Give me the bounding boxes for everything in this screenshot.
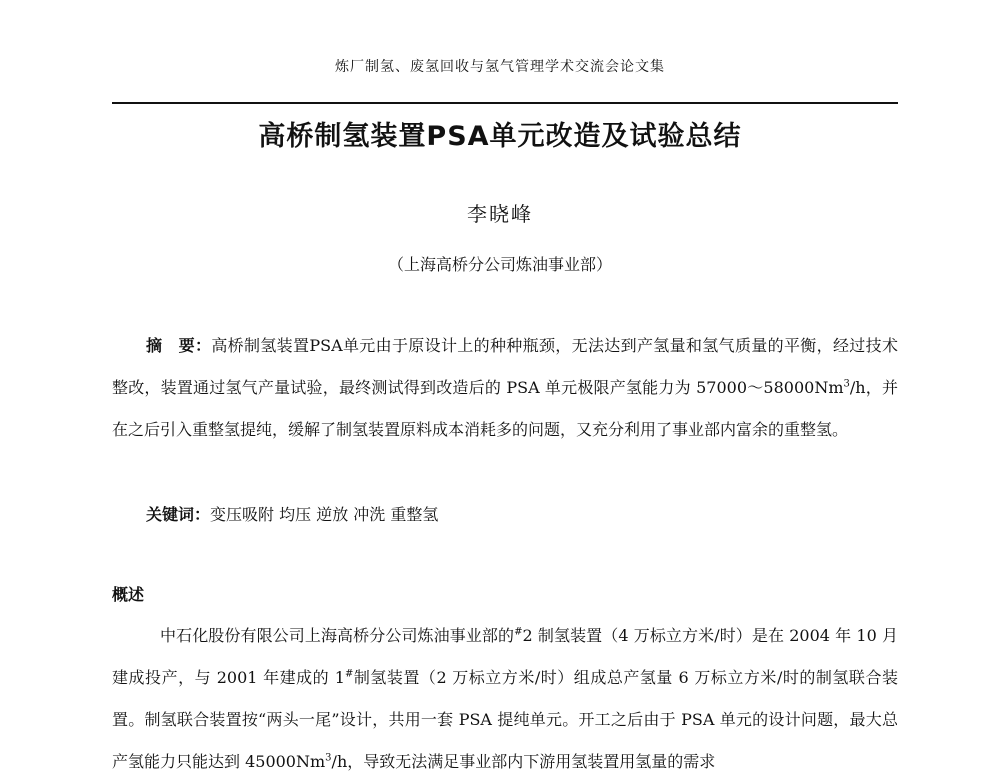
abstract-label: 摘 要： bbox=[146, 336, 212, 355]
keywords bbox=[112, 494, 898, 536]
body-superscript-1: # bbox=[514, 626, 523, 638]
body-text-4: /h，导致无法满足事业部内下游用氢装置用氢量的需求 bbox=[331, 752, 716, 771]
section-heading: 概述 bbox=[112, 585, 145, 604]
paper-title: 高桥制氢装置PSA单元改造及试验总结 bbox=[258, 121, 742, 152]
author-name: 李晓峰 bbox=[467, 202, 533, 226]
body-superscript-2: # bbox=[344, 668, 354, 680]
abstract-superscript: 3 bbox=[843, 378, 850, 390]
keywords-text: 变压吸附 均压 逆放 冲洗 重整氢 bbox=[210, 505, 439, 524]
body-text-2: 2 制氢装置（4 万标立方米/时）是在 2004 年 10 月建成投产，与 2001 年建成的 1 bbox=[112, 626, 898, 687]
author-affiliation: （上海高桥分公司炼油事业部） bbox=[387, 255, 612, 274]
abstract-text-b: /h，并在之后引入重整氢提纯，缓解了制氢装置原料成本消耗多的问题，又充分利用了事业部内富余的重整氢。 bbox=[112, 378, 898, 439]
abstract bbox=[112, 325, 898, 451]
keywords-label: 关键词： bbox=[146, 505, 211, 524]
body-text-3: 制氢装置（2 万标立方米/时）组成总产氢量 6 万标立方米/时的制氢联合装置。制氢联合装置按“两头一尾”设计，共用一套 PSA 提纯单元。开工之后由于 PSA 单元的设计问题，最大总产氢能力只能达到 45000Nm bbox=[112, 668, 898, 771]
body-paragraph bbox=[112, 615, 898, 771]
abstract-text-a: 高桥制氢装置PSA单元由于原设计上的种种瓶颈，无法达到产氢量和氢气质量的平衡，经过技术整改，装置通过氢气产量试验，最终测试得到改造后的 PSA 单元极限产氢能力为 57000～58000Nm bbox=[112, 336, 898, 397]
body-text-1: 中石化股份有限公司上海高桥分公司炼油事业部的 bbox=[160, 626, 515, 645]
header-rule bbox=[112, 102, 898, 104]
running-header: 炼厂制氢、废氢回收与氢气管理学术交流会论文集 bbox=[335, 59, 665, 75]
body-superscript-3: 3 bbox=[325, 752, 332, 764]
